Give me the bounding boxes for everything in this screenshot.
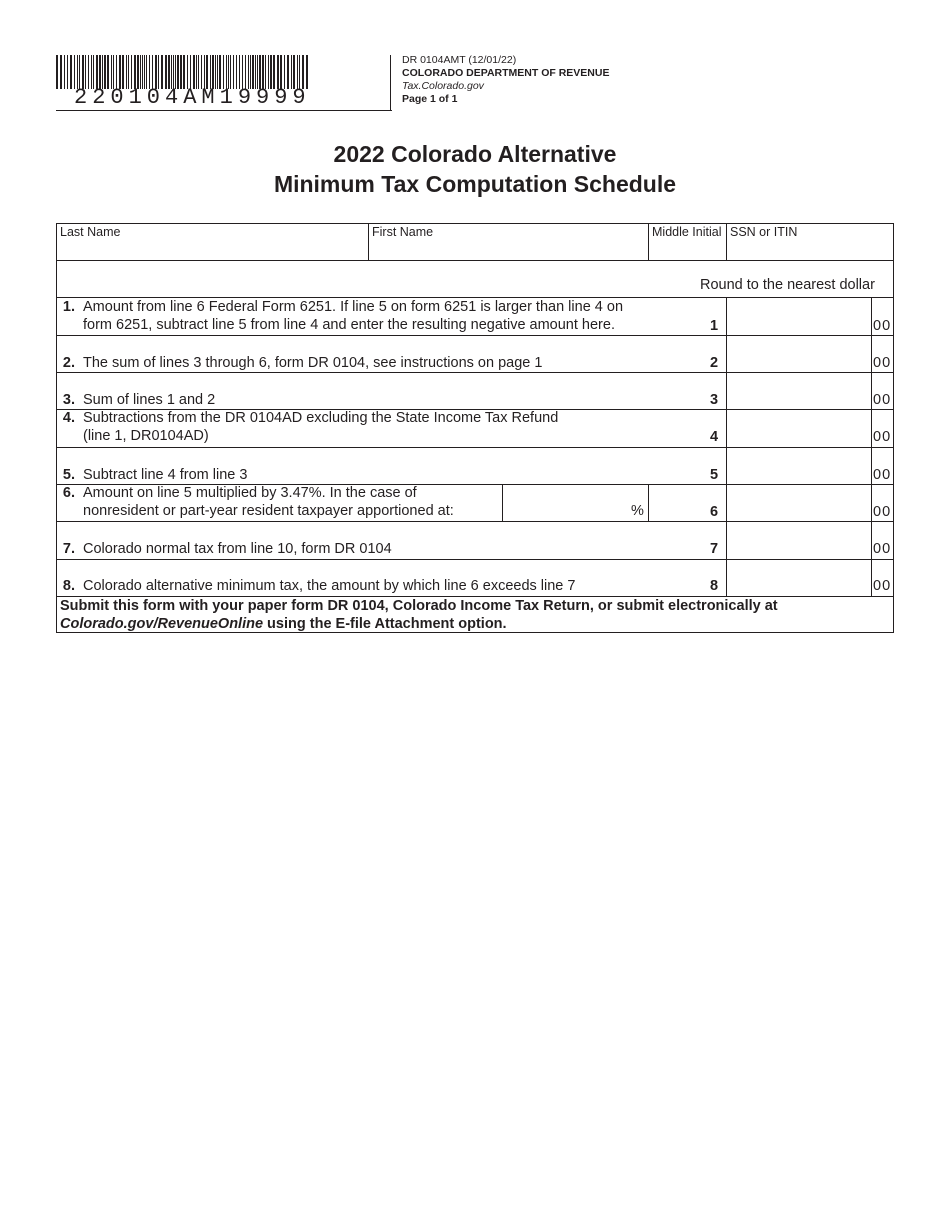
- divider: [648, 484, 649, 522]
- barcode-bar: [255, 55, 256, 89]
- line-5-box-number: 5: [710, 467, 719, 483]
- barcode-number: 220104AM19999: [74, 85, 311, 110]
- row-divider: [56, 596, 894, 597]
- barcode: [56, 55, 392, 112]
- divider: [56, 297, 894, 298]
- row-divider: [56, 335, 894, 336]
- line-6-text-cont: nonresident or part-year resident taxpayer apportioned at:: [83, 503, 454, 519]
- barcode-bar: [146, 55, 147, 89]
- barcode-bar: [268, 55, 269, 89]
- department-name: COLORADO DEPARTMENT OF REVENUE: [402, 67, 610, 79]
- barcode-bar: [212, 55, 214, 89]
- barcode-bar: [210, 55, 211, 89]
- barcode-bar: [113, 55, 114, 89]
- barcode-bar: [93, 55, 94, 89]
- line-7-text: Colorado normal tax from line 10, form DR 0104: [83, 541, 392, 557]
- barcode-bar: [273, 55, 275, 89]
- line-1-cents: 00: [873, 318, 892, 334]
- barcode-bar: [262, 55, 264, 89]
- barcode-bar: [196, 55, 197, 89]
- line-4-text: Subtractions from the DR 0104AD excluding the State Income Tax Refund: [83, 410, 559, 426]
- barcode-bar: [239, 55, 240, 89]
- line-3-box-number: 3: [710, 392, 719, 408]
- barcode-bar: [122, 55, 124, 89]
- line-3-number: 3.: [62, 392, 75, 408]
- barcode-bar: [161, 55, 163, 89]
- line-1-number: 1.: [62, 299, 75, 315]
- website: Tax.Colorado.gov: [402, 80, 484, 92]
- submission-note: [60, 598, 778, 633]
- line-2-text: The sum of lines 3 through 6, form DR 0104, see instructions on page 1: [83, 355, 543, 371]
- row-divider: [56, 521, 894, 522]
- barcode-bar: [74, 55, 75, 89]
- barcode-bar: [96, 55, 98, 89]
- line-8-box-number: 8: [710, 578, 719, 594]
- barcode-bar: [77, 55, 78, 89]
- line-8-text: Colorado alternative minimum tax, the amount by which line 6 exceeds line 7: [83, 578, 576, 594]
- barcode-bar: [277, 55, 279, 89]
- barcode-bar: [119, 55, 121, 89]
- line-4-amount[interactable]: [732, 429, 866, 445]
- revenue-online-link[interactable]: Colorado.gov/RevenueOnline: [60, 615, 264, 632]
- line-4-box-number: 4: [710, 429, 719, 445]
- barcode-bar: [88, 55, 89, 89]
- barcode-divider: [390, 55, 391, 111]
- barcode-bar: [280, 55, 282, 89]
- barcode-bar: [217, 55, 218, 89]
- submission-note-line-2: [60, 616, 778, 634]
- barcode-bar: [291, 55, 292, 89]
- barcode-bar: [284, 55, 285, 89]
- barcode-bar: [102, 55, 103, 89]
- divider: [502, 484, 503, 522]
- barcode-bar: [168, 55, 170, 89]
- barcode-bar: [228, 55, 229, 89]
- barcode-bar: [152, 55, 153, 89]
- barcode-bar: [165, 55, 167, 89]
- barcode-bar: [175, 55, 176, 89]
- line-6-text: Amount on line 5 multiplied by 3.47%. In the case of: [83, 485, 417, 501]
- barcode-bar: [140, 55, 141, 89]
- barcode-bar: [215, 55, 216, 89]
- line-5-amount[interactable]: [732, 467, 866, 483]
- line-8-number: 8.: [62, 578, 75, 594]
- line-3-cents: 00: [873, 392, 892, 408]
- barcode-bar: [226, 55, 227, 89]
- barcode-bar: [302, 55, 304, 89]
- barcode-bar: [99, 55, 101, 89]
- ssn-label: SSN or ITIN: [730, 225, 798, 239]
- barcode-bar: [265, 55, 266, 89]
- barcode-bar: [206, 55, 208, 89]
- line-8-amount[interactable]: [732, 578, 866, 594]
- line-1-box-number: 1: [710, 318, 719, 334]
- barcode-bar: [149, 55, 150, 89]
- barcode-bar: [173, 55, 174, 89]
- barcode-bar: [306, 55, 308, 89]
- barcode-bar: [107, 55, 109, 89]
- barcode-bar: [287, 55, 289, 89]
- row-divider: [56, 447, 894, 448]
- barcode-bar: [297, 55, 298, 89]
- barcode-bar: [128, 55, 129, 89]
- row-divider: [56, 559, 894, 560]
- barcode-bar: [198, 55, 199, 89]
- barcode-bar: [201, 55, 202, 89]
- line-2-amount[interactable]: [732, 355, 866, 371]
- barcode-bar: [177, 55, 179, 89]
- barcode-bar: [299, 55, 300, 89]
- barcode-bar: [91, 55, 92, 89]
- form-info: [402, 54, 609, 106]
- submission-note-tail: using the E-file Attachment option.: [263, 615, 507, 632]
- barcode-bar: [233, 55, 234, 89]
- barcode-bar: [250, 55, 251, 89]
- line-3-amount[interactable]: [732, 392, 866, 408]
- barcode-bar: [134, 55, 136, 89]
- middle-initial-field[interactable]: [652, 242, 722, 258]
- line-3-text: Sum of lines 1 and 2: [83, 392, 216, 408]
- divider: [368, 223, 369, 261]
- line-2-number: 2.: [62, 355, 75, 371]
- percent-symbol: %: [631, 503, 644, 519]
- barcode-bar: [111, 55, 112, 89]
- barcode-bar: [236, 55, 237, 89]
- barcode-bar: [245, 55, 246, 89]
- line-8-cents: 00: [873, 578, 892, 594]
- barcode-bar: [126, 55, 127, 89]
- round-note: Round to the nearest dollar: [700, 277, 875, 293]
- barcode-bar: [259, 55, 261, 89]
- first-name-label: First Name: [372, 225, 434, 239]
- barcode-bar: [190, 55, 191, 89]
- first-name-field[interactable]: [372, 242, 642, 258]
- barcode-bar: [155, 55, 157, 89]
- barcode-bar: [252, 55, 254, 89]
- line-2-box-number: 2: [710, 355, 719, 371]
- submission-note-line-1: Submit this form with your paper form DR 0104, Colorado Income Tax Return, or submit electronically at: [60, 598, 778, 614]
- barcode-bar: [144, 55, 145, 89]
- line-6-number: 6.: [62, 485, 75, 501]
- divider: [56, 260, 894, 261]
- barcode-bar: [56, 55, 58, 89]
- line-7-amount[interactable]: [732, 541, 866, 557]
- line-5-number: 5.: [62, 467, 75, 483]
- barcode-bar: [131, 55, 132, 89]
- barcode-bar: [293, 55, 295, 89]
- barcode-bar: [180, 55, 182, 89]
- barcode-bar: [223, 55, 224, 89]
- last-name-field[interactable]: [60, 242, 360, 258]
- divider: [726, 223, 727, 261]
- barcode-bar: [64, 55, 65, 89]
- barcode-bar: [171, 55, 172, 89]
- barcode-bar: [104, 55, 106, 89]
- barcode-bar: [67, 55, 68, 89]
- barcode-bar: [242, 55, 243, 89]
- barcode-bar: [183, 55, 185, 89]
- page-title: [0, 139, 950, 199]
- divider: [648, 223, 649, 261]
- last-name-label: Last Name: [60, 225, 121, 239]
- line-7-number: 7.: [62, 541, 75, 557]
- barcode-bar: [248, 55, 249, 89]
- title-line-1: 2022 Colorado Alternative: [333, 141, 617, 167]
- barcode-bar: [257, 55, 258, 89]
- line-6-box-number: 6: [710, 504, 719, 520]
- line-1-text-cont: form 6251, subtract line 5 from line 4 and enter the resulting negative amount here.: [83, 317, 615, 333]
- barcode-bar: [142, 55, 143, 89]
- barcode-bar: [219, 55, 221, 89]
- line-7-box-number: 7: [710, 541, 719, 557]
- form-id: DR 0104AMT (12/01/22): [402, 54, 517, 66]
- page-number: Page 1 of 1: [402, 93, 458, 105]
- percent-field[interactable]: [508, 503, 618, 519]
- ssn-field[interactable]: [730, 242, 890, 258]
- barcode-bar: [230, 55, 231, 89]
- line-5-cents: 00: [873, 467, 892, 483]
- line-5-text: Subtract line 4 from line 3: [83, 467, 248, 483]
- line-4-text-cont: (line 1, DR0104AD): [83, 428, 209, 444]
- middle-initial-label: Middle Initial: [652, 225, 722, 239]
- line-6-cents: 00: [873, 504, 892, 520]
- line-1-text: Amount from line 6 Federal Form 6251. If line 5 on form 6251 is larger than line 4 on: [83, 299, 624, 315]
- barcode-bar: [79, 55, 80, 89]
- barcode-bar: [137, 55, 139, 89]
- barcode-bar: [187, 55, 188, 89]
- barcode-bar: [60, 55, 62, 89]
- barcode-bar: [85, 55, 86, 89]
- barcode-bar: [116, 55, 117, 89]
- line-2-cents: 00: [873, 355, 892, 371]
- barcode-bar: [158, 55, 159, 89]
- barcode-underline: [56, 110, 392, 111]
- barcode-bar: [193, 55, 195, 89]
- line-4-cents: 00: [873, 429, 892, 445]
- barcode-bar: [82, 55, 84, 89]
- line-4-number: 4.: [62, 410, 75, 426]
- title-line-2: Minimum Tax Computation Schedule: [273, 171, 677, 197]
- barcode-bar: [70, 55, 72, 89]
- line-6-amount[interactable]: [732, 504, 866, 520]
- line-7-cents: 00: [873, 541, 892, 557]
- barcode-bar: [270, 55, 272, 89]
- line-1-amount[interactable]: [732, 318, 866, 334]
- barcode-bar: [204, 55, 205, 89]
- barcode-bars: [56, 55, 310, 89]
